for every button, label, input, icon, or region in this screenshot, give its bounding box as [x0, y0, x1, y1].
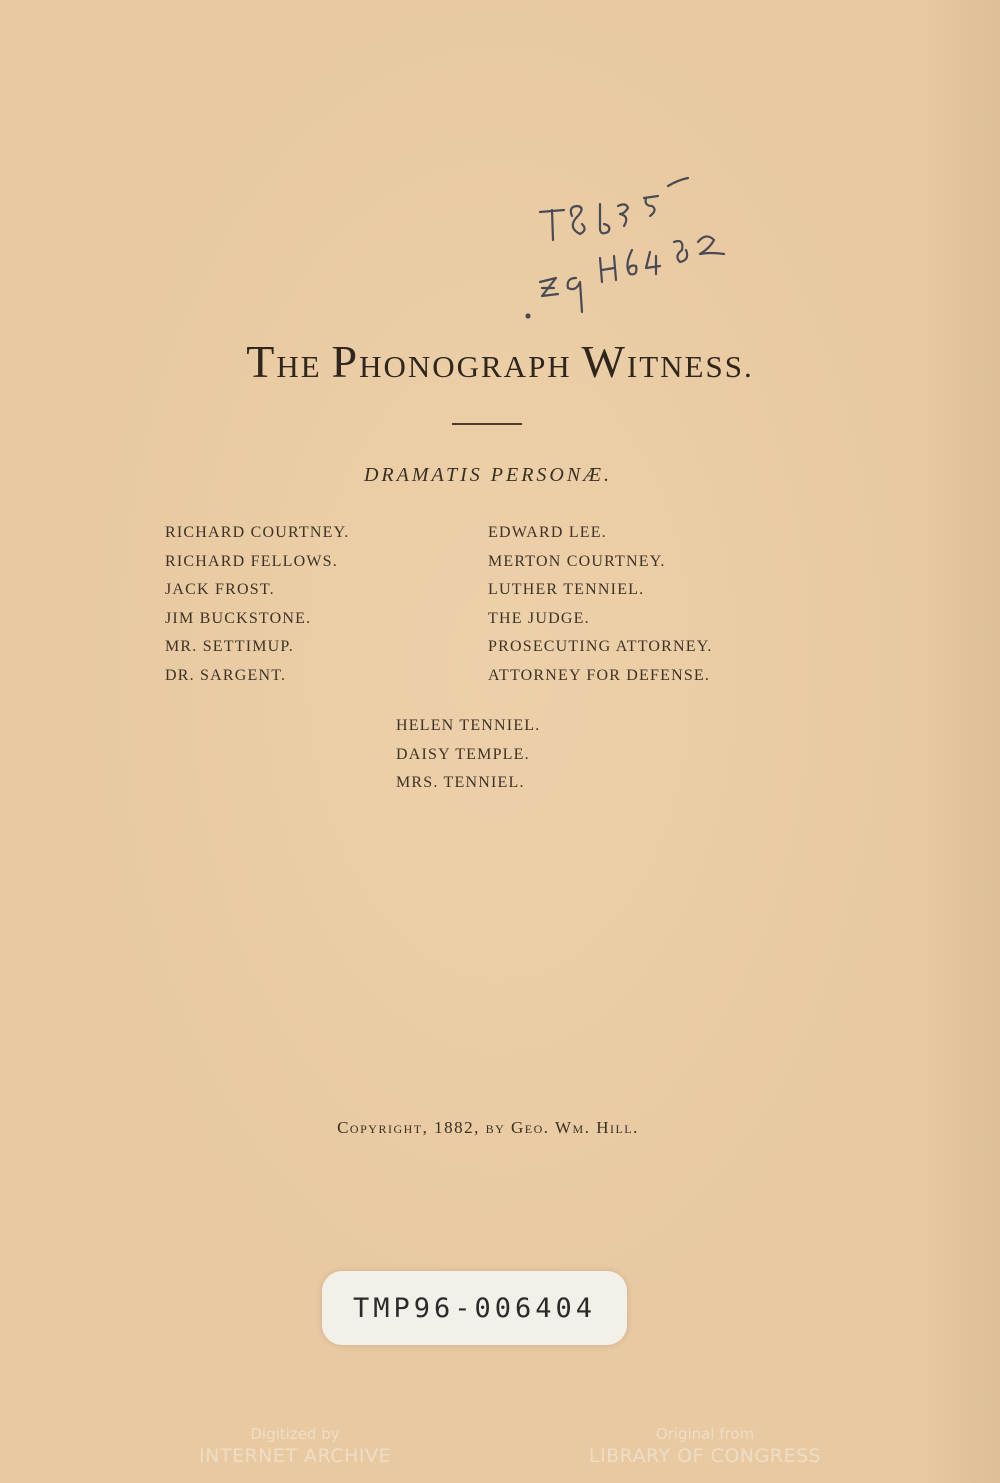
stamp-label: TMP96-006404: [352, 1292, 597, 1324]
cast-member: RICHARD FELLOWS.: [165, 552, 338, 570]
cast-member: RICHARD COURTNEY.: [165, 524, 350, 541]
title-initial-w: W: [581, 336, 627, 387]
play-title: [0, 335, 1000, 388]
copyright-notice: Copyright, 1882, by Geo. Wm. Hill.: [337, 1118, 639, 1137]
cast-member: MERTON COURTNEY.: [488, 552, 666, 570]
cast-member: PROSECUTING ATTORNEY.: [488, 638, 713, 656]
title-initial-t: T: [246, 336, 277, 387]
title-rest-phonograph: HONOGRAPH: [359, 349, 572, 384]
cast-member: ATTORNEY FOR DEFENSE.: [488, 666, 711, 684]
cast-member: JIM BUCKSTONE.: [165, 609, 312, 627]
library-of-congress-label: LIBRARY OF CONGRESS: [588, 1445, 822, 1467]
cast-member: THE JUDGE.: [488, 609, 590, 627]
title-rest-the: HE: [276, 349, 322, 384]
library-stamp: [322, 1271, 627, 1345]
cast-member: MRS. TENNIEL.: [396, 774, 525, 792]
internet-archive-label: INTERNET ARCHIVE: [199, 1445, 391, 1467]
cast-member: LUTHER TENNIEL.: [488, 581, 645, 599]
cast-list-left: [165, 519, 350, 691]
cast-member: JACK FROST.: [165, 581, 275, 599]
cast-list-women: [396, 712, 540, 798]
title-rest-witness: ITNESS.: [626, 349, 754, 384]
title-initial-p: P: [331, 336, 360, 387]
handwritten-call-number: [520, 170, 760, 330]
dramatis-personae-heading: DRAMATIS PERSONÆ.: [363, 464, 612, 486]
digitized-by-label: Digitized by: [250, 1425, 340, 1443]
handwriting-drawing: [520, 170, 760, 330]
cast-list-right: [488, 519, 713, 691]
source-watermark: [585, 1424, 825, 1468]
cast-member: MR. SETTIMUP.: [165, 638, 294, 656]
digitizer-watermark: [195, 1424, 395, 1468]
cast-member: EDWARD LEE.: [488, 524, 607, 541]
original-from-label: Original from: [655, 1425, 755, 1443]
cast-member: HELEN TENNIEL.: [396, 717, 541, 734]
cast-member: DR. SARGENT.: [165, 666, 287, 684]
title-divider: [452, 423, 522, 425]
cast-member: DAISY TEMPLE.: [396, 745, 530, 763]
